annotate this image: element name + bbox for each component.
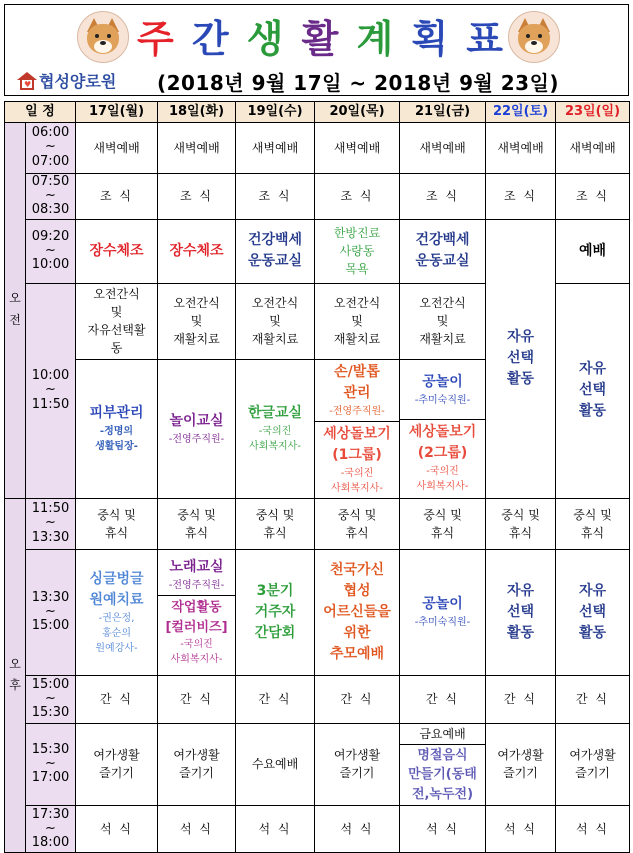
activity-cell: 천국가신 협성 어르신들을 위한 추모예배 <box>315 549 400 675</box>
activity-cell: 조 식 <box>158 173 236 219</box>
activity-cell: 여가생활 즐기기 <box>486 723 556 806</box>
title-char: 획 <box>411 16 449 61</box>
activity-cell: 공놀이 -추미숙직원- <box>400 549 486 675</box>
organization-logo <box>17 69 116 92</box>
activity-cell: 오전간식 및 재활치료 <box>158 283 236 359</box>
activity-cell: 간 식 <box>556 675 630 723</box>
organization-name: 협성양로원 <box>39 72 117 91</box>
activity-cell: 간 식 <box>158 675 236 723</box>
day-header-saturday: 22일(토) <box>486 102 556 123</box>
activity-cell: 조 식 <box>76 173 158 219</box>
title-char: 주 <box>137 16 174 61</box>
activity-cell: 놀이교실 -전영주직원- <box>158 359 236 498</box>
activity-cell: 새벽예배 <box>236 122 315 173</box>
day-header: 17일(월) <box>76 102 158 123</box>
activity-cell: 여가생활 즐기기 <box>556 723 630 806</box>
table-row <box>5 549 630 675</box>
title-char: 생 <box>246 16 284 61</box>
header-row <box>5 102 630 123</box>
activity-cell: 자유 선택 활동 <box>486 549 556 675</box>
activity-cell: 여가생활 즐기기 <box>315 723 400 806</box>
activity-cell: 3분기 거주자 간담회 <box>236 549 315 675</box>
page-title <box>137 9 503 61</box>
activity-cell: 석 식 <box>556 806 630 853</box>
date-range: (2018년 9월 17일 ~ 2018년 9월 23일) <box>157 71 560 95</box>
activity-cell: 새벽예배 <box>556 122 630 173</box>
activity-cell: 장수체조 <box>76 219 158 283</box>
schedule-label: 일 정 <box>5 102 76 123</box>
activity-cell: 조 식 <box>486 173 556 219</box>
activity-cell: 중식 및 휴식 <box>486 498 556 549</box>
activity-cell: 노래교실 -전영주직원- 작업활동 [컬러비즈] -국의진 사회복지사- <box>158 549 236 675</box>
am-label: 오 전 <box>5 122 26 498</box>
title-char: 계 <box>356 16 394 61</box>
activity-cell: 싱글벙글 원예치료 -권은정, 홍순의 원예강사- <box>76 549 158 675</box>
table-row <box>5 723 630 806</box>
day-header: 19일(수) <box>236 102 315 123</box>
table-row <box>5 122 630 173</box>
table-row <box>5 806 630 853</box>
activity-cell: 건강백세 운동교실 <box>400 219 486 283</box>
activity-cell: 중식 및 휴식 <box>315 498 400 549</box>
table-row <box>5 173 630 219</box>
activity-cell: 예배 <box>556 219 630 283</box>
time-cell: 13:30 ~ 15:00 <box>26 549 76 675</box>
activity-cell: 오전간식 및 재활치료 <box>315 283 400 359</box>
activity-cell: 석 식 <box>76 806 158 853</box>
activity-cell: 새벽예배 <box>315 122 400 173</box>
table-row <box>5 219 630 283</box>
activity-cell: 여가생활 즐기기 <box>158 723 236 806</box>
title-char: 표 <box>466 16 503 61</box>
activity-cell: 한글교실 -국의진 사회복지사- <box>236 359 315 498</box>
activity-cell: 새벽예배 <box>486 122 556 173</box>
activity-cell: 중식 및 휴식 <box>400 498 486 549</box>
time-cell: 11:50 ~ 13:30 <box>26 498 76 549</box>
day-header: 21일(금) <box>400 102 486 123</box>
activity-cell: 중식 및 휴식 <box>236 498 315 549</box>
activity-cell: 자유 선택 활동 <box>486 219 556 498</box>
time-cell: 15:30 ~ 17:00 <box>26 723 76 806</box>
shiba-dog-icon <box>508 11 560 63</box>
activity-cell: 중식 및 휴식 <box>158 498 236 549</box>
activity-cell: 한방진료 사랑동 목욕 <box>315 219 400 283</box>
activity-cell: 조 식 <box>315 173 400 219</box>
activity-cell: 중식 및 휴식 <box>76 498 158 549</box>
pm-label: 오 후 <box>5 498 26 853</box>
activity-cell: 석 식 <box>400 806 486 853</box>
activity-cell: 간 식 <box>236 675 315 723</box>
activity-cell: 석 식 <box>486 806 556 853</box>
activity-cell: 간 식 <box>76 675 158 723</box>
shiba-dog-icon <box>77 11 129 63</box>
time-cell: 09:20 ~ 10:00 <box>26 219 76 283</box>
activity-cell: 중식 및 휴식 <box>556 498 630 549</box>
time-cell: 17:30 ~ 18:00 <box>26 806 76 853</box>
activity-cell: 새벽예배 <box>76 122 158 173</box>
title-char: 활 <box>301 16 339 61</box>
activity-cell: 조 식 <box>556 173 630 219</box>
day-header: 18일(화) <box>158 102 236 123</box>
table-row <box>5 675 630 723</box>
activity-cell: 간 식 <box>315 675 400 723</box>
time-cell: 15:00 ~ 15:30 <box>26 675 76 723</box>
day-header: 20일(목) <box>315 102 400 123</box>
activity-cell: 새벽예배 <box>158 122 236 173</box>
title-char: 간 <box>191 16 229 61</box>
day-header-sunday: 23일(일) <box>556 102 630 123</box>
activity-cell: 석 식 <box>158 806 236 853</box>
activity-cell: 석 식 <box>236 806 315 853</box>
activity-cell: 금요예배 명절음식 만들기(동태 전,녹두전) <box>400 723 486 806</box>
time-cell: 10:00 ~ 11:50 <box>26 283 76 498</box>
activity-cell: 자유 선택 활동 <box>556 549 630 675</box>
activity-cell: 장수체조 <box>158 219 236 283</box>
activity-cell: 오전간식 및 자유선택활 동 <box>76 283 158 359</box>
activity-cell: 새벽예배 <box>400 122 486 173</box>
activity-cell: 손/발톱 관리 -전영주직원- 세상돌보기 (1그룹) -국의진 사회복지사- <box>315 359 400 498</box>
table-row <box>5 498 630 549</box>
activity-cell: 간 식 <box>486 675 556 723</box>
activity-cell: 간 식 <box>400 675 486 723</box>
header-box <box>4 4 629 96</box>
time-cell: 06:00 ~ 07:00 <box>26 122 76 173</box>
activity-cell: 피부관리 -정명의 생활팀장- <box>76 359 158 498</box>
activity-cell: 오전간식 및 재활치료 <box>236 283 315 359</box>
activity-cell: 건강백세 운동교실 <box>236 219 315 283</box>
activity-cell: 조 식 <box>236 173 315 219</box>
activity-cell: 수요예배 <box>236 723 315 806</box>
activity-cell: 오전간식 및 재활치료 <box>400 283 486 359</box>
time-cell: 07:50 ~ 08:30 <box>26 173 76 219</box>
activity-cell: 석 식 <box>315 806 400 853</box>
activity-cell: 여가생활 즐기기 <box>76 723 158 806</box>
activity-cell: 공놀이 -추미숙직원- 세상돌보기 (2그룹) -국의진 사회복지사- <box>400 359 486 498</box>
activity-cell: 조 식 <box>400 173 486 219</box>
activity-cell: 자유 선택 활동 <box>556 283 630 498</box>
schedule-table <box>4 101 630 853</box>
house-heart-icon: ♥ <box>17 72 37 90</box>
